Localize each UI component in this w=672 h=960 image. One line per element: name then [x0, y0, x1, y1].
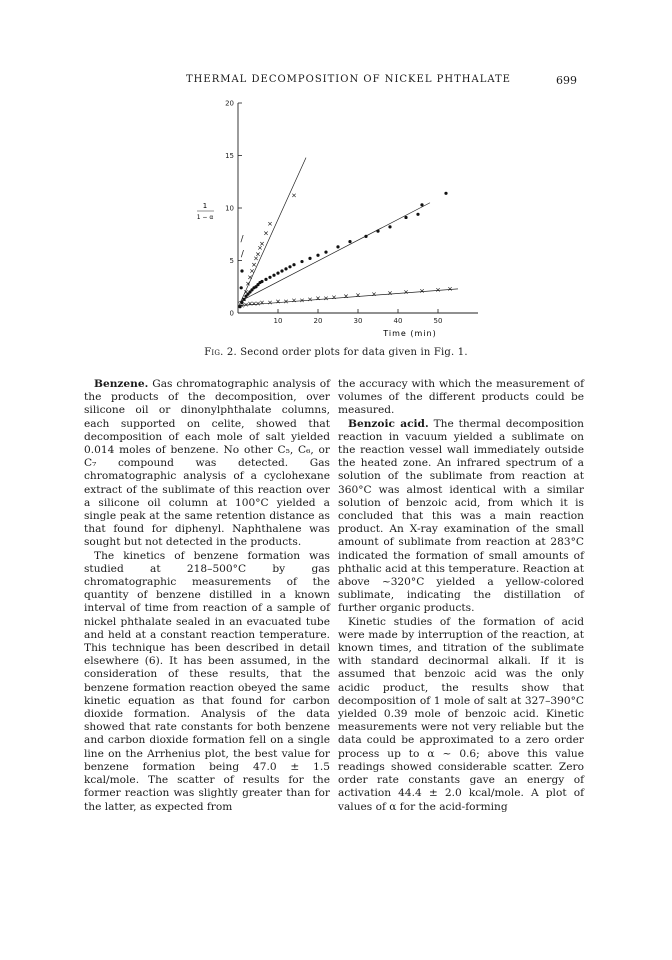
plot-axes	[238, 103, 478, 313]
plot-annotation-mark: /	[240, 249, 244, 260]
fit-line	[238, 203, 430, 303]
y-tick-label: 20	[225, 99, 234, 108]
figure-caption-text: Second order plots for data given in Fig. 1.	[240, 347, 468, 358]
x-axis-label: Time (min)	[383, 329, 437, 338]
data-point-cross	[254, 257, 257, 260]
running-head	[0, 74, 672, 88]
figure-caption-label: Fig. 2.	[204, 347, 237, 358]
data-point-cross	[250, 269, 253, 272]
data-point-cross	[324, 297, 327, 300]
y-axis-label-denominator: 1 − α	[196, 214, 214, 221]
data-point-cross	[252, 263, 255, 266]
data-point-dot	[316, 254, 319, 257]
x-tick-label: 40	[393, 317, 403, 325]
data-point-cross	[292, 194, 295, 197]
paragraph-continuation: the accuracy with which the measurement of volumes of the different products could be measured.	[338, 378, 584, 417]
data-point-cross	[436, 288, 439, 291]
data-point-cross	[284, 300, 287, 303]
page-number: 699	[556, 74, 577, 87]
figure-caption	[0, 347, 672, 358]
data-point-dot	[324, 251, 327, 254]
y-tick-label: 5	[229, 257, 234, 265]
right-column	[338, 378, 584, 814]
runin-heading-benzene: Benzene.	[94, 378, 149, 390]
paragraph-benzene-text: Gas chromatographic analysis of the products of the decomposition, over silicone oil or dinonylphthalate columns, each supported on celite, showed that decomposition of each mole of salt yielded 0.014 moles of benzene. No other C₅, C₆, or C₇ compound was detected. Gas chromatographic analysis of a cyclohexane extract of the sublimate of this reaction over a silicone oil column at 100°C yielded a single peak at the same retention distance as that found for diphenyl. Naphthalene was sought but not detected in the products.	[84, 378, 330, 549]
x-tick-label: 30	[353, 317, 363, 325]
data-point-dot	[284, 267, 287, 270]
paragraph-benzoic-acid	[338, 418, 584, 616]
paragraph-benzoic-acid-text: The thermal decomposition reaction in vacuum yielded a sublimate on the reaction vessel wall immediately outside the heated zone. An infrared spectrum of a solution of the sublimate from reaction at 360°C was almost identical with a similar solution of benzoic acid, from which it is concluded that this was a main reaction product. An X-ray examination of the small amount of sublimate from reaction at 283°C indicated the formation of small amounts of phthalic acid at this temperature. Reaction at above ~320°C yielded a yellow-colored sublimate, indicating the distillation of further organic products.	[338, 417, 584, 615]
data-point-cross	[256, 302, 259, 305]
data-point-dot	[376, 230, 379, 233]
y-tick-label: 15	[225, 152, 234, 160]
data-point-dot	[348, 240, 351, 243]
data-point-dot	[292, 263, 295, 266]
x-tick-label: 10	[273, 317, 283, 325]
paragraph-benzene	[84, 378, 330, 550]
data-point-cross	[404, 290, 407, 293]
data-point-dot	[308, 257, 311, 260]
data-point-dot	[242, 298, 245, 301]
data-point-dot	[240, 286, 243, 289]
data-point-dot	[280, 269, 283, 272]
x-tick-label: 50	[433, 317, 443, 325]
left-column	[84, 378, 330, 814]
running-title: THERMAL DECOMPOSITION OF NICKEL PHTHALATE	[186, 74, 511, 85]
data-point-dot	[272, 274, 275, 277]
runin-heading-benzoic-acid: Benzoic acid.	[348, 417, 429, 430]
data-point-dot	[364, 235, 367, 238]
y-tick-label: 10	[225, 204, 234, 213]
data-point-dot	[260, 280, 263, 283]
data-marks	[238, 192, 451, 309]
data-point-cross	[248, 276, 251, 279]
paragraph-acid-kinetics: Kinetic studies of the formation of acid were made by interruption of the reaction, at known times, and titration of the sublimate with standard decinormal alkali. If it is assumed that benzoic acid was the only acidic product, the results show that decomposition of 1 mole of salt at 327–390°C yielded 0.39 mole of benzoic acid. Kinetic measurements were not very reliable but the data could be approximated to a zero order process up to α ~ 0.6; above this value readings showed considerable scatter. Zero order rate constants gave an energy of activation 44.4 ± 2.0 kcal/mole. A plot of values of α for the acid-forming	[338, 615, 584, 813]
data-point-cross	[308, 298, 311, 301]
y-tick-label: 0	[229, 309, 234, 318]
plot-annotation-mark: /	[240, 234, 244, 245]
data-point-dot	[240, 269, 243, 272]
data-point-cross	[448, 287, 451, 290]
data-point-outlier	[444, 192, 447, 195]
data-point-cross	[268, 301, 271, 304]
data-point-outlier	[420, 203, 423, 206]
plot-ticks	[225, 100, 442, 326]
data-point-dot	[276, 272, 279, 275]
paragraph-benzene-kinetics: The kinetics of benzene formation was studied at 218–500°C by gas chromatographic measurements of the quantity of benzene distilled in a known interval of time from reaction of a sample of nickel phthalate sealed in an evacuated tube and held at a constant reaction temperature. This technique has been described in detail elsewhere (6). It has been assumed, in the consideration of these results, that the benzene formation reaction obeyed the same kinetic equation as that found for carbon dioxide formation. Analysis of the data showed that rate constants for both benzene and carbon dioxide formation fell on a single line on the Arrhenius plot, the best value for benzene formation being 47.0 ± 1.5 kcal/mole. The scatter of results for the former reaction was slightly greater than for the latter, as expected from	[84, 549, 330, 813]
fit-lines	[238, 158, 458, 308]
data-point-cross	[256, 253, 259, 256]
x-tick-label: 20	[313, 317, 323, 325]
data-point-cross	[420, 289, 423, 292]
data-point-dot	[240, 301, 243, 304]
data-point-dot	[404, 216, 407, 219]
y-axis-label-numerator: 1	[202, 202, 208, 210]
data-point-dot	[268, 276, 271, 279]
data-point-dot	[388, 225, 391, 228]
data-point-cross	[264, 232, 267, 235]
data-point-dot	[300, 260, 303, 263]
data-point-cross	[268, 222, 271, 225]
data-point-cross	[260, 242, 263, 245]
data-point-dot	[416, 213, 419, 216]
data-point-cross	[258, 246, 261, 249]
data-point-dot	[264, 278, 267, 281]
figure-second-order-plot	[180, 90, 500, 360]
data-point-dot	[288, 265, 291, 268]
data-point-dot	[336, 245, 339, 248]
